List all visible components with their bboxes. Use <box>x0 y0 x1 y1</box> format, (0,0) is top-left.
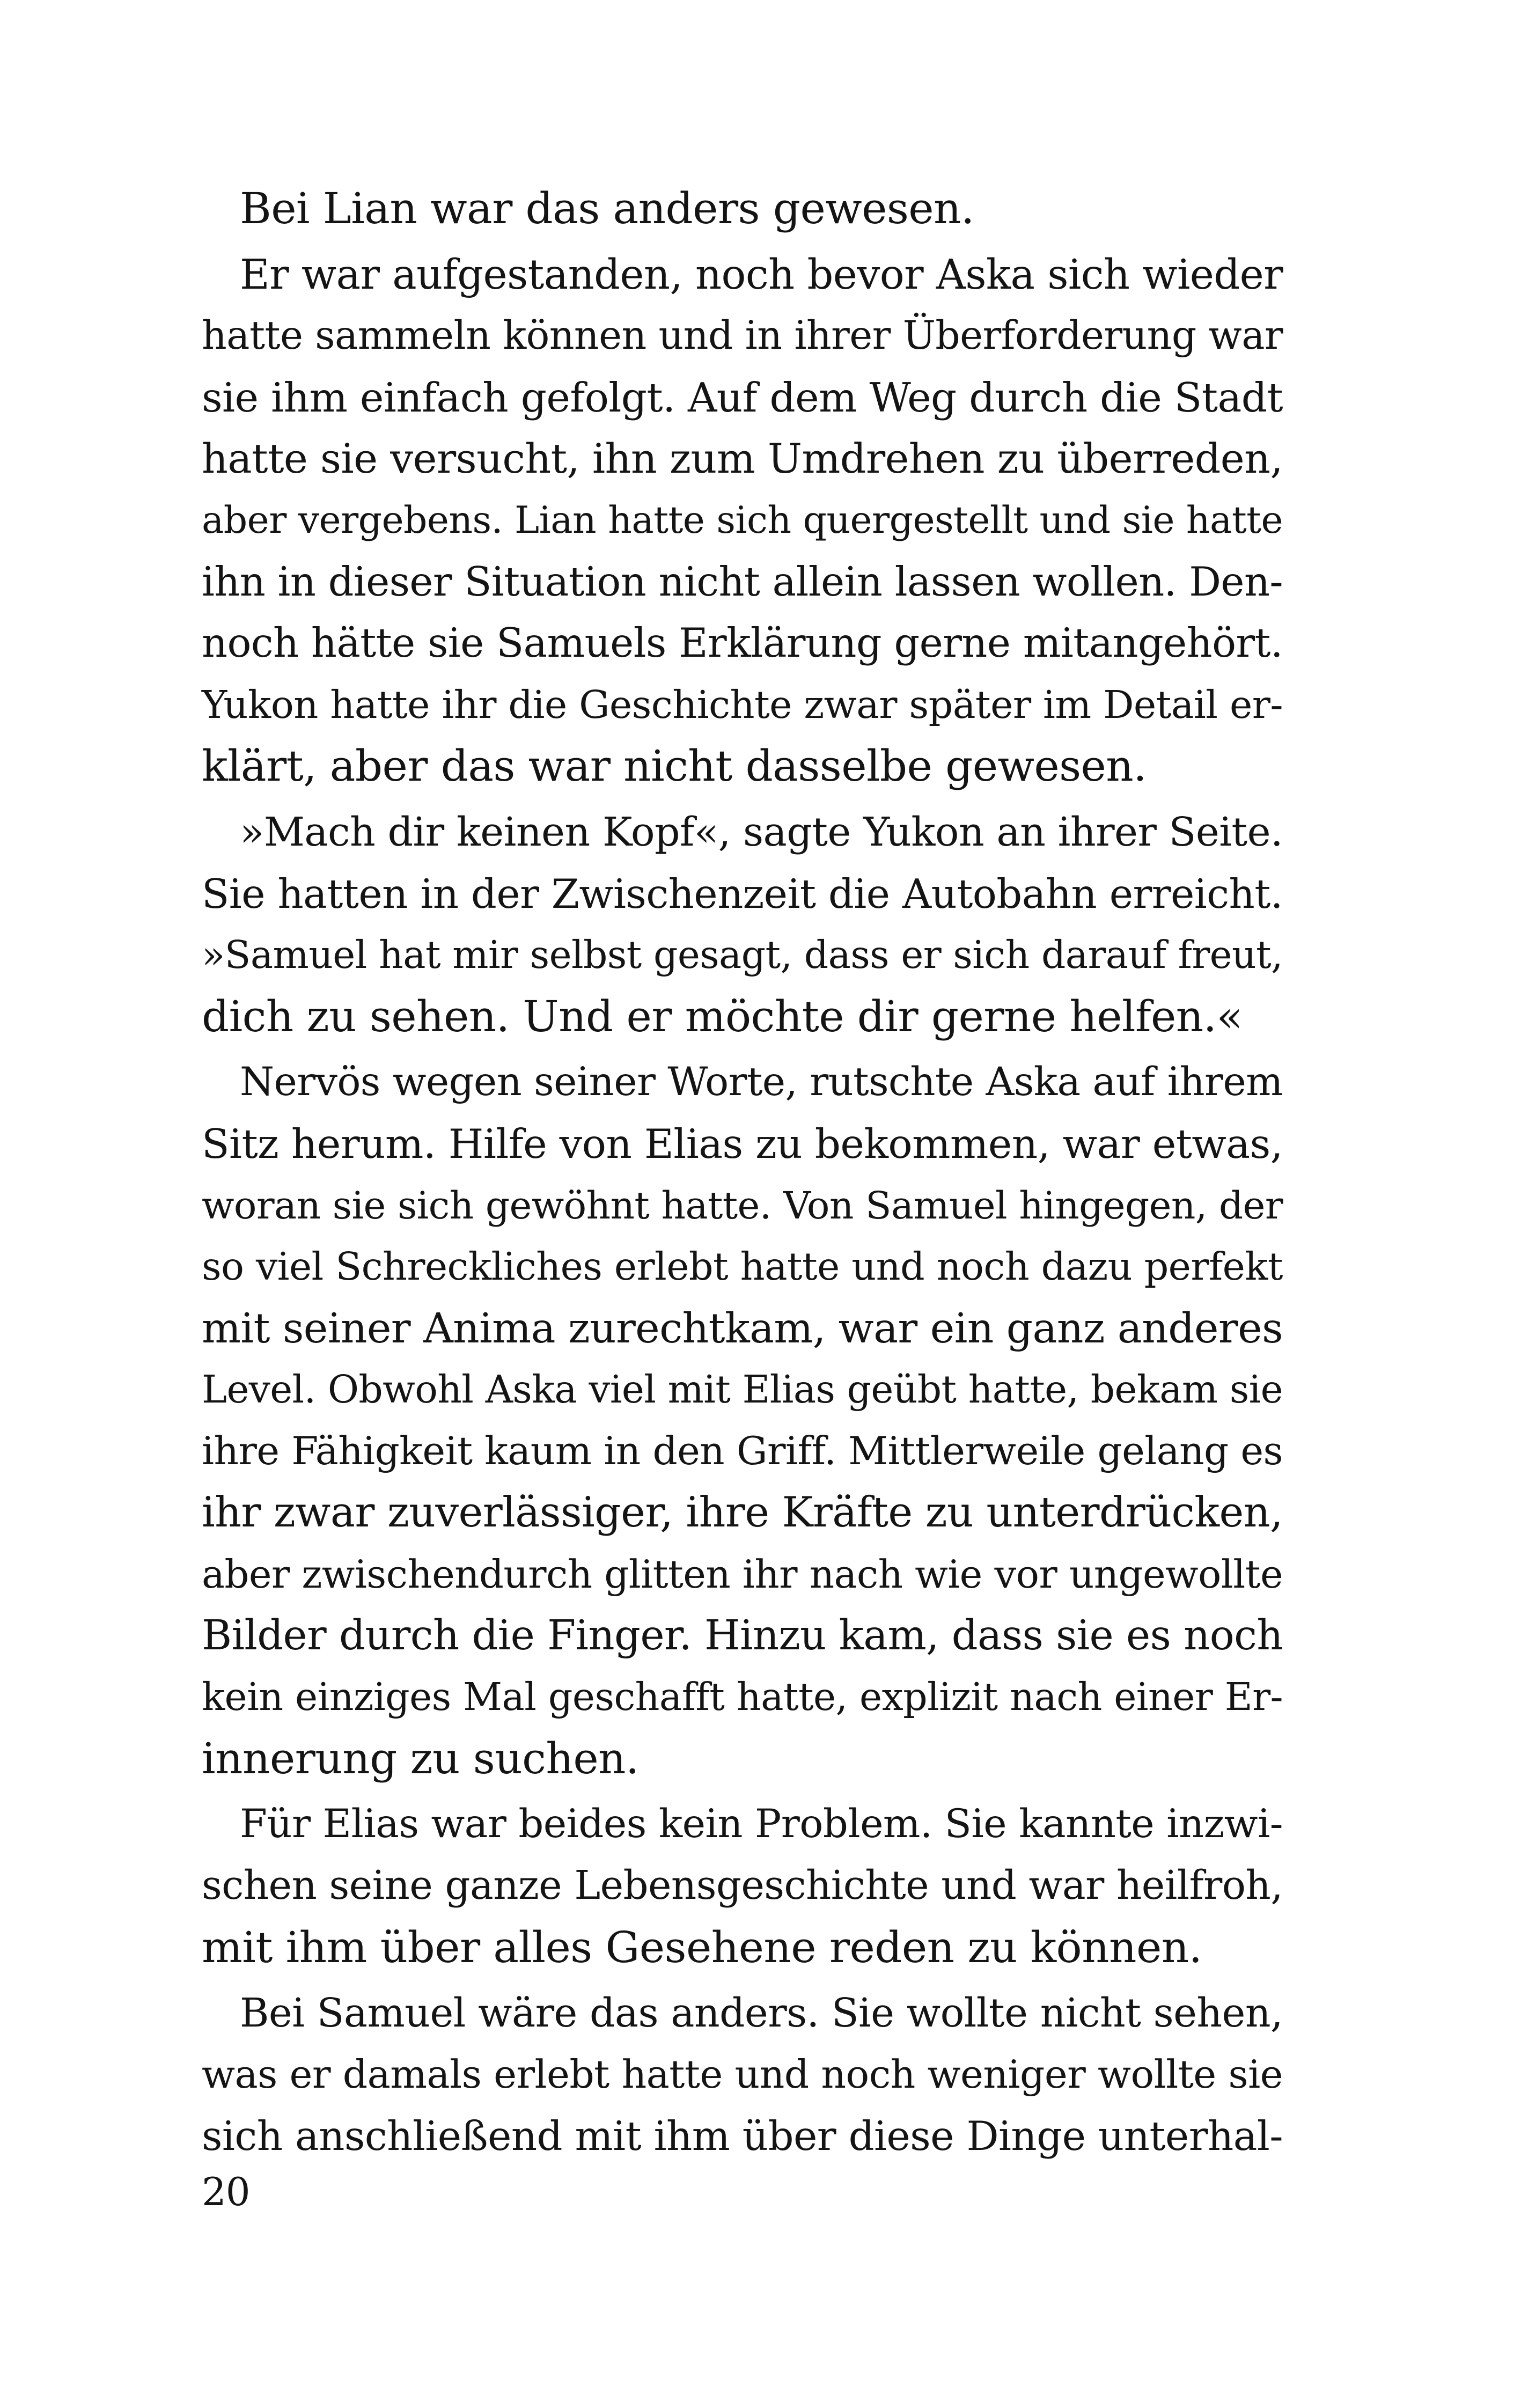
text-line: schen seine ganze Lebensgeschichte und war heilfroh, <box>202 1863 1283 1909</box>
paragraph <box>202 244 1283 797</box>
text-line: ihr zwar zuverlässiger, ihre Kräfte zu unterdrücken, <box>202 1488 1283 1537</box>
text-line: »Mach dir keinen Kopf«, sagte Yukon an ihrer Seite. <box>240 808 1283 855</box>
text-line: Bilder durch die Finger. Hinzu kam, dass sie es noch <box>202 1611 1283 1660</box>
page-number: 20 <box>202 2169 250 2214</box>
text-line: hatte sie versucht, ihn zum Umdrehen zu überreden, <box>202 435 1283 483</box>
text-line: kein einziges Mal geschafft hatte, explizit nach einer Er- <box>202 1675 1283 1720</box>
text-line: innerung zu suchen. <box>202 1733 639 1783</box>
text-line: mit seiner Anima zurechtkam, war ein ganz anderes <box>202 1304 1283 1353</box>
text-line: Für Elias war beides kein Problem. Sie kannte inzwi- <box>240 1801 1283 1847</box>
text-line: Sie hatten in der Zwischenzeit die Autobahn erreicht. <box>202 870 1283 917</box>
text-line: Nervös wegen seiner Worte, rutschte Aska auf ihrem <box>240 1059 1283 1105</box>
paragraph <box>202 802 1283 1047</box>
text-line: aber vergebens. Lian hatte sich quergestellt und sie hatte <box>202 498 1283 542</box>
paragraph <box>202 1052 1283 1789</box>
text-line: Er war aufgestanden, noch bevor Aska sich wieder <box>240 250 1283 298</box>
text-line: klärt, aber das war nicht dasselbe gewesen. <box>202 741 1147 791</box>
text-line: sie ihm einfach gefolgt. Auf dem Weg durch die Stadt <box>202 373 1283 421</box>
text-line: hatte sammeln können und in ihrer Überforderung war <box>202 313 1283 359</box>
paragraph <box>202 1983 1283 2167</box>
paragraph <box>202 178 1283 240</box>
body-text <box>202 178 1283 2167</box>
text-line: Sitz herum. Hilfe von Elias zu bekommen, war etwas, <box>202 1120 1283 1168</box>
text-line: sich anschließend mit ihm über diese Dinge unterhal- <box>202 2112 1283 2160</box>
text-line: Bei Lian war das anders gewesen. <box>240 183 974 233</box>
text-line: Yukon hatte ihr die Geschichte zwar später im Detail er- <box>202 682 1283 727</box>
text-line: woran sie sich gewöhnt hatte. Von Samuel hingegen, der <box>202 1183 1283 1228</box>
text-line: ihn in dieser Situation nicht allein lassen wollen. Den- <box>202 558 1283 605</box>
text-line: noch hätte sie Samuels Erklärung gerne mitangehört. <box>202 620 1283 667</box>
text-line: »Samuel hat mir selbst gesagt, dass er sich darauf freut, <box>202 933 1283 978</box>
text-line: Level. Obwohl Aska viel mit Elias geübt hatte, bekam sie <box>202 1367 1283 1412</box>
text-line: mit ihm über alles Gesehene reden zu können. <box>202 1922 1202 1972</box>
paragraph <box>202 1794 1283 1978</box>
text-line: was er damals erlebt hatte und noch weniger wollte sie <box>202 2052 1283 2097</box>
text-line: so viel Schreckliches erlebt hatte und noch dazu perfekt <box>202 1244 1283 1289</box>
text-line: Bei Samuel wäre das anders. Sie wollte nicht sehen, <box>240 1990 1283 2037</box>
text-line: ihre Fähigkeit kaum in den Griff. Mittlerweile gelang es <box>202 1428 1283 1474</box>
text-line: aber zwischendurch glitten ihr nach wie vor ungewollte <box>202 1552 1283 1597</box>
text-line: dich zu sehen. Und er möchte dir gerne helfen.« <box>202 991 1243 1041</box>
